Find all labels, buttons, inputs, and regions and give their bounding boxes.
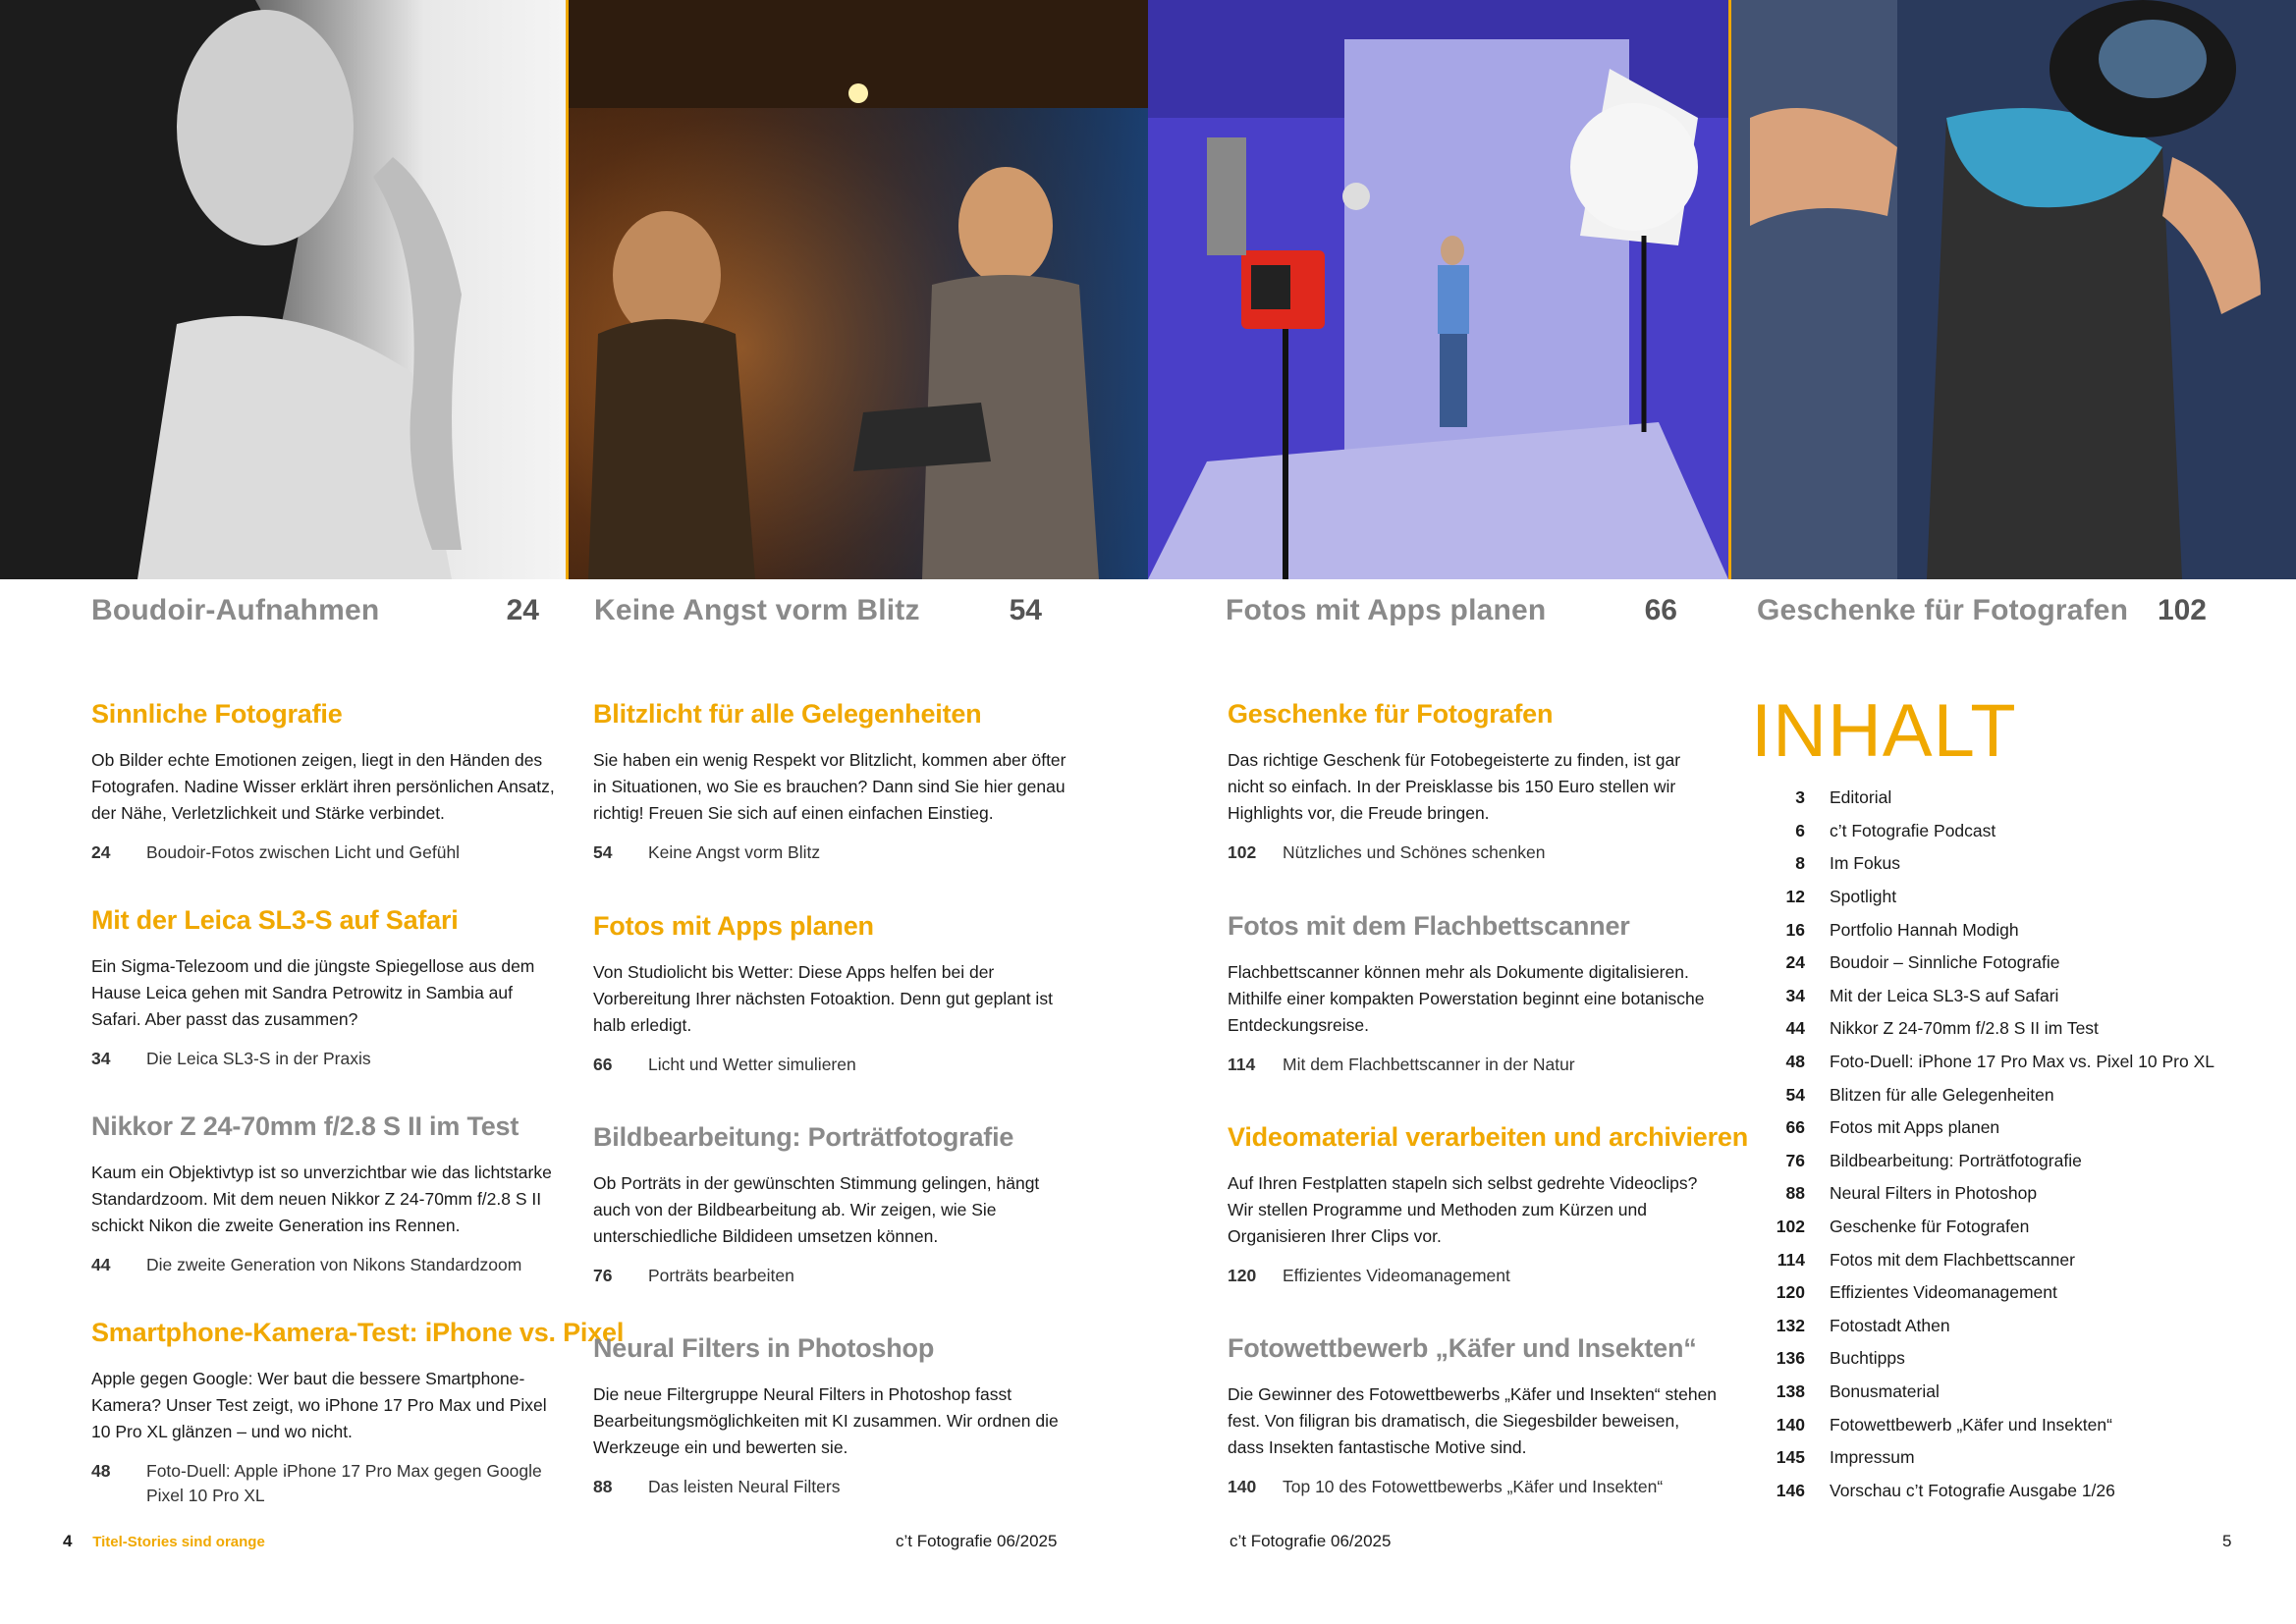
toc-title: Effizientes Videomanagement	[1830, 1282, 2057, 1303]
feature-caption-1[interactable]	[91, 587, 539, 634]
article-headline: Fotowettbewerb „Käfer und Insekten“	[1228, 1333, 1697, 1363]
article-headline: Bildbearbeitung: Porträtfotografie	[593, 1122, 1014, 1152]
article-ref-title: Das leisten Neural Filters	[648, 1477, 841, 1496]
toc-page: 44	[1785, 1018, 1805, 1039]
toc-page: 138	[1776, 1380, 1805, 1401]
article-ref-title: Keine Angst vorm Blitz	[648, 842, 821, 862]
article-teaser: Sie haben ein wenig Respekt vor Blitzlicht, kommen aber öfter in Situationen, wo Sie es brauchen? Dann sind Sie hier genau richtig! Freuen Sie sich auf einen einfachen Einstieg.	[593, 750, 1066, 823]
toc-item[interactable]	[1751, 1012, 2262, 1046]
issue-label-left: c’t Fotografie 06/2025	[896, 1532, 1058, 1550]
toc-item[interactable]	[1751, 881, 2262, 914]
article-headline: Neural Filters in Photoshop	[593, 1333, 935, 1363]
article-headline: Mit der Leica SL3-S auf Safari	[91, 905, 459, 935]
toc-item[interactable]	[1751, 1342, 2262, 1376]
toc-page: 3	[1795, 787, 1805, 808]
article-reference[interactable]	[593, 1475, 1074, 1499]
toc-page: 16	[1785, 919, 1805, 940]
toc-item[interactable]	[1751, 1145, 2262, 1178]
toc-page: 136	[1776, 1348, 1805, 1369]
photo-forge	[569, 0, 1148, 579]
feature-caption-4[interactable]	[1757, 587, 2207, 634]
article-ref-title: Porträts bearbeiten	[648, 1266, 794, 1285]
toc-page: 146	[1776, 1480, 1805, 1500]
toc-title: Buchtipps	[1830, 1348, 1905, 1369]
article-block[interactable]	[593, 911, 1074, 1077]
toc-item[interactable]	[1751, 815, 2262, 848]
article-reference[interactable]	[91, 1253, 563, 1277]
toc-page: 120	[1776, 1282, 1805, 1303]
feature-page: 24	[506, 594, 539, 626]
page-number-left: 4	[63, 1532, 73, 1550]
article-page: 24	[91, 842, 111, 862]
article-reference[interactable]	[593, 840, 1074, 865]
toc-title: Blitzen für alle Gelegenheiten	[1830, 1084, 2054, 1105]
feature-caption-2[interactable]	[594, 587, 1042, 634]
article-page: 140	[1228, 1477, 1257, 1496]
article-ref-title: Foto-Duell: Apple iPhone 17 Pro Max gegen Google Pixel 10 Pro XL	[146, 1461, 542, 1505]
toc-page: 66	[1785, 1117, 1805, 1138]
article-page: 44	[91, 1255, 111, 1274]
article-ref-title: Boudoir-Fotos zwischen Licht und Gefühl	[146, 842, 461, 862]
article-teaser: Von Studiolicht bis Wetter: Diese Apps helfen bei der Vorbereitung Ihrer nächsten Fotoaktion. Denn gut geplant ist halb erledigt.	[593, 962, 1053, 1035]
article-headline: Sinnliche Fotografie	[91, 699, 343, 729]
article-page: 76	[593, 1266, 613, 1285]
toc-title: Foto-Duell: iPhone 17 Pro Max vs. Pixel 10 Pro XL	[1830, 1052, 2214, 1072]
article-block[interactable]	[1228, 911, 1719, 1077]
article-ref-title: Mit dem Flachbettscanner in der Natur	[1283, 1055, 1575, 1074]
toc-item[interactable]	[1751, 1111, 2262, 1145]
toc-item[interactable]	[1751, 1078, 2262, 1111]
toc-item[interactable]	[1751, 1441, 2262, 1475]
article-headline: Smartphone-Kamera-Test: iPhone vs. Pixel	[91, 1318, 625, 1347]
article-block[interactable]	[593, 1122, 1074, 1288]
toc-page: 12	[1785, 887, 1805, 907]
article-ref-title: Effizientes Videomanagement	[1283, 1266, 1510, 1285]
article-reference[interactable]	[1228, 1475, 1719, 1499]
toc-title: Portfolio Hannah Modigh	[1830, 919, 2019, 940]
toc-title: Neural Filters in Photoshop	[1830, 1183, 2038, 1204]
footer-left	[63, 1532, 265, 1551]
toc-title: Mit der Leica SL3-S auf Safari	[1830, 985, 2059, 1005]
article-page: 66	[593, 1055, 613, 1074]
article-page: 34	[91, 1049, 111, 1068]
article-teaser: Kaum ein Objektivtyp ist so unverzichtbar wie das lichtstarke Standardzoom. Mit dem neuen Nikkor Z 24-70mm f/2.8 S II schickt Nikon die zweite Generation ins Rennen.	[91, 1163, 552, 1235]
toc-page: 24	[1785, 952, 1805, 973]
article-ref-title: Licht und Wetter simulieren	[648, 1055, 856, 1074]
toc-page: 132	[1776, 1315, 1805, 1335]
toc-title: Geschenke für Fotografen	[1830, 1217, 2030, 1237]
toc-item[interactable]	[1751, 1408, 2262, 1441]
toc-title: Boudoir – Sinnliche Fotografie	[1830, 952, 2060, 973]
feature-page: 102	[2157, 594, 2207, 626]
article-page: 102	[1228, 842, 1257, 862]
article-block[interactable]	[1228, 1333, 1719, 1499]
toc-item[interactable]	[1751, 1276, 2262, 1310]
feature-page: 66	[1644, 594, 1677, 626]
feature-page: 54	[1009, 594, 1042, 626]
feature-title: Fotos mit Apps planen	[1226, 594, 1547, 626]
article-teaser: Die neue Filtergruppe Neural Filters in Photoshop fasst Bearbeitungsmöglichkeiten mit KI zusammen. Wir ordnen die Werkzeuge ein und bewerten sie.	[593, 1384, 1059, 1457]
toc-item[interactable]	[1751, 847, 2262, 881]
article-headline: Blitzlicht für alle Gelegenheiten	[593, 699, 982, 729]
toc-title: Im Fokus	[1830, 853, 1900, 874]
inhalt-heading: INHALT	[1751, 689, 2017, 773]
toc-title: Spotlight	[1830, 887, 1897, 907]
article-ref-title: Top 10 des Fotowettbewerbs „Käfer und Insekten“	[1283, 1477, 1664, 1496]
toc-page: 54	[1785, 1084, 1805, 1105]
article-page: 88	[593, 1477, 613, 1496]
toc-item[interactable]	[1751, 913, 2262, 947]
article-page: 120	[1228, 1266, 1257, 1285]
toc-title: Fotos mit Apps planen	[1830, 1117, 2000, 1138]
article-reference[interactable]	[1228, 840, 1719, 865]
toc-title: Nikkor Z 24-70mm f/2.8 S II im Test	[1830, 1018, 2099, 1039]
article-reference[interactable]	[593, 1053, 1074, 1077]
article-teaser: Apple gegen Google: Wer baut die bessere Smartphone-Kamera? Unser Test zeigt, wo iPhone 17 Pro Max und Pixel 10 Pro XL glänzen – und wo nicht.	[91, 1369, 547, 1441]
article-headline: Fotos mit Apps planen	[593, 911, 874, 941]
article-teaser: Flachbettscanner können mehr als Dokumente digitalisieren. Mithilfe einer kompakten Powerstation beginnt eine botanische Entdeckungsreise.	[1228, 962, 1705, 1035]
toc-item[interactable]	[1751, 782, 2262, 815]
article-reference[interactable]	[593, 1264, 1074, 1288]
toc-page: 88	[1785, 1183, 1805, 1204]
article-reference[interactable]	[91, 1047, 563, 1071]
article-page: 48	[91, 1461, 111, 1481]
feature-title: Geschenke für Fotografen	[1757, 594, 2129, 626]
toc-page: 34	[1785, 985, 1805, 1005]
toc-item[interactable]	[1751, 1310, 2262, 1343]
toc-title: Vorschau c’t Fotografie Ausgabe 1/26	[1830, 1480, 2115, 1500]
toc-item[interactable]	[1751, 1046, 2262, 1079]
article-teaser: Ein Sigma-Telezoom und die jüngste Spiegellose aus dem Hause Leica gehen mit Sandra Petrowitz in Sambia auf Safari. Aber passt das zusammen?	[91, 956, 535, 1029]
toc-page: 8	[1795, 853, 1805, 874]
toc-title: c’t Fotografie Podcast	[1830, 820, 1996, 840]
article-reference[interactable]	[91, 1459, 563, 1508]
page-number-right: 5	[2222, 1532, 2232, 1550]
article-teaser: Ob Porträts in der gewünschten Stimmung gelingen, hängt auch von der Bildbearbeitung ab. Wir zeigen, wie Sie unterschiedliche Bildideen umsetzen können.	[593, 1173, 1040, 1246]
article-reference[interactable]	[1228, 1053, 1719, 1077]
photo-boudoir	[0, 0, 566, 579]
article-reference[interactable]	[91, 840, 563, 865]
toc-item[interactable]	[1751, 947, 2262, 980]
feature-title: Boudoir-Aufnahmen	[91, 594, 380, 626]
issue-label-right: c’t Fotografie 06/2025	[1230, 1532, 1392, 1550]
article-page: 114	[1228, 1055, 1256, 1074]
photo-studio	[1148, 0, 1728, 579]
toc-item[interactable]	[1751, 1211, 2262, 1244]
article-ref-title: Nützliches und Schönes schenken	[1283, 842, 1546, 862]
article-ref-title: Die zweite Generation von Nikons Standardzoom	[146, 1255, 522, 1274]
toc-page: 6	[1795, 820, 1805, 840]
toc-title: Fotos mit dem Flachbettscanner	[1830, 1249, 2075, 1270]
photo-lens-pouch	[1730, 0, 2296, 579]
article-block[interactable]	[91, 905, 563, 1071]
article-headline: Videomaterial verarbeiten und archivieren	[1228, 1122, 1749, 1152]
article-block[interactable]	[91, 1111, 563, 1277]
article-teaser: Das richtige Geschenk für Fotobegeisterte zu finden, ist gar nicht so einfach. In der Preisklasse bis 150 Euro stellen wir Highlights vor, die Freude bringen.	[1228, 750, 1681, 823]
article-headline: Fotos mit dem Flachbettscanner	[1228, 911, 1630, 941]
title-stories-note: Titel-Stories sind orange	[92, 1534, 265, 1550]
article-reference[interactable]	[1228, 1264, 1719, 1288]
toc-item[interactable]	[1751, 1376, 2262, 1409]
toc-item[interactable]	[1751, 980, 2262, 1013]
article-block[interactable]	[91, 699, 563, 865]
article-teaser: Die Gewinner des Fotowettbewerbs „Käfer und Insekten“ stehen fest. Von filigran bis dramatisch, die Siegesbilder beweisen, dass Insekten fantastische Motive sind.	[1228, 1384, 1718, 1457]
toc-title: Fotostadt Athen	[1830, 1315, 1950, 1335]
toc-title: Fotowettbewerb „Käfer und Insekten“	[1830, 1414, 2112, 1435]
toc-title: Bildbearbeitung: Porträtfotografie	[1830, 1150, 2082, 1170]
toc-page: 140	[1776, 1414, 1805, 1435]
article-block[interactable]	[1228, 699, 1719, 865]
toc-title: Impressum	[1830, 1447, 1915, 1468]
article-block[interactable]	[593, 699, 1074, 865]
article-block[interactable]	[593, 1333, 1074, 1499]
toc-page: 114	[1777, 1249, 1805, 1270]
toc-title: Bonusmaterial	[1830, 1380, 1940, 1401]
article-teaser: Auf Ihren Festplatten stapeln sich selbst gedrehte Videoclips? Wir stellen Programme und Methoden zum Kürzen und Organisieren Ihrer Clips vor.	[1228, 1173, 1698, 1246]
toc-title: Editorial	[1830, 787, 1892, 808]
divider-line	[1728, 0, 1731, 579]
article-page: 54	[593, 842, 613, 862]
article-headline: Geschenke für Fotografen	[1228, 699, 1554, 729]
toc-page: 145	[1776, 1447, 1805, 1468]
toc-page: 102	[1776, 1217, 1805, 1237]
divider-line	[566, 0, 569, 579]
toc-item[interactable]	[1751, 1474, 2262, 1507]
toc-page: 76	[1785, 1150, 1805, 1170]
toc-list	[1751, 782, 2262, 1507]
article-block[interactable]	[1228, 1122, 1749, 1288]
toc-item[interactable]	[1751, 1177, 2262, 1211]
feature-caption-3[interactable]	[1226, 587, 1677, 634]
feature-title: Keine Angst vorm Blitz	[594, 594, 920, 626]
article-teaser: Ob Bilder echte Emotionen zeigen, liegt in den Händen des Fotografen. Nadine Wisser erklärt ihren persönlichen Ansatz, der Nähe, Verletzlichkeit und Stärke verbindet.	[91, 750, 555, 823]
toc-page: 48	[1785, 1052, 1805, 1072]
toc-item[interactable]	[1751, 1243, 2262, 1276]
article-headline: Nikkor Z 24-70mm f/2.8 S II im Test	[91, 1111, 519, 1141]
article-ref-title: Die Leica SL3-S in der Praxis	[146, 1049, 371, 1068]
